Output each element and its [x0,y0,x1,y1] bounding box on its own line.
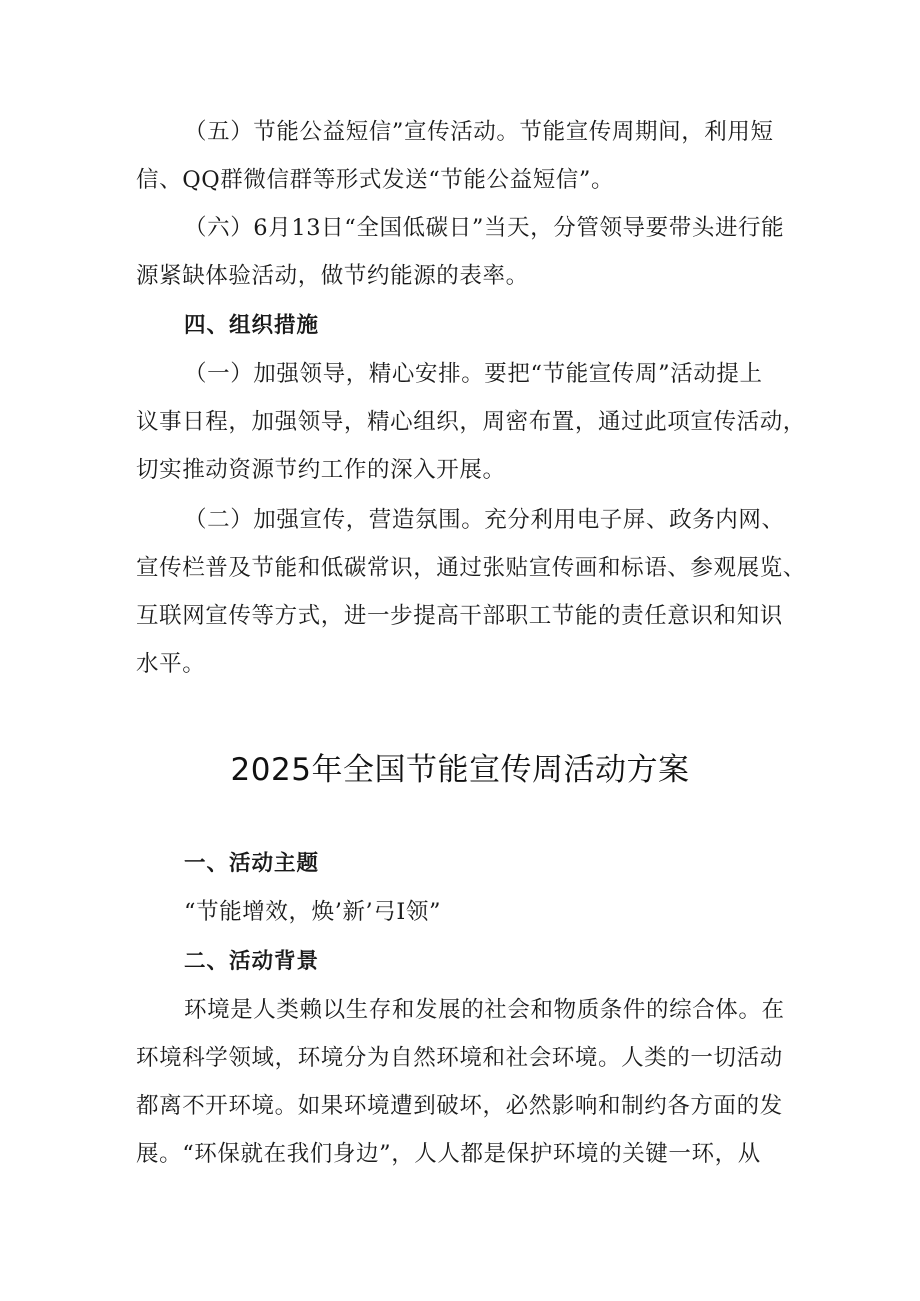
section-heading: 四、组织措施 [184,313,320,338]
theme-slogan [136,888,796,936]
section-heading-theme [136,840,796,888]
paragraph-background [136,986,796,1178]
paragraph-line: 水平。 [136,651,206,677]
paragraph-measure-2 [136,496,806,688]
paragraph-line: 展。“环保就在我们身边”，人人都是保护环境的关键一环，从 [136,1141,761,1167]
section-heading-organization [136,302,796,350]
paragraph-item-5 [136,108,796,204]
paragraph-line: （五）节能公益短信”宣传活动。节能宣传周期间，利用短 [184,119,774,145]
paragraph-line: 切实推动资源节约工作的深入开展。 [136,457,506,483]
section-heading: 二、活动背景 [184,949,320,974]
paragraph-item-6 [136,204,796,300]
paragraph-line: 都离不开环境。如果环境遭到破坏，必然影响和制约各方面的发 [136,1093,783,1119]
paragraph-measure-1 [136,350,806,494]
section-heading: 一、活动主题 [184,851,320,876]
paragraph-line: （一）加强领导，精心安排。要把“节能宣传周”活动提上 [184,361,763,387]
paragraph-line: 环境科学领域，环境分为自然环境和社会环境。人类的一切活动 [136,1045,783,1071]
paragraph-line: 议事日程，加强领导，精心组织，周密布置，通过此项宣传活动， [136,409,806,435]
paragraph-line: 互联网宣传等方式，进一步提高干部职工节能的责任意识和知识 [136,603,783,629]
paragraph-line: （二）加强宣传，营造氛围。充分利用电子屏、政务内网、 [184,507,785,533]
document-title: 2025年全国节能宣传周活动方案 [230,752,690,788]
paragraph-line: 信、QQ群微信群等形式发送“节能公益短信”。 [136,167,615,193]
paragraph-line: 环境是人类赖以生存和发展的社会和物质条件的综合体。在 [184,997,785,1023]
slogan-text: “节能增效，焕’新’弓I领” [184,899,442,925]
paragraph-line: （六）6月13日“全国低碳日”当天，分管领导要带头进行能 [184,215,785,241]
section-heading-background [136,938,796,986]
paragraph-line: 宣传栏普及节能和低碳常识，通过张贴宣传画和标语、参观展览、 [136,555,806,581]
paragraph-line: 源紧缺体验活动，做节约能源的表率。 [136,263,529,289]
